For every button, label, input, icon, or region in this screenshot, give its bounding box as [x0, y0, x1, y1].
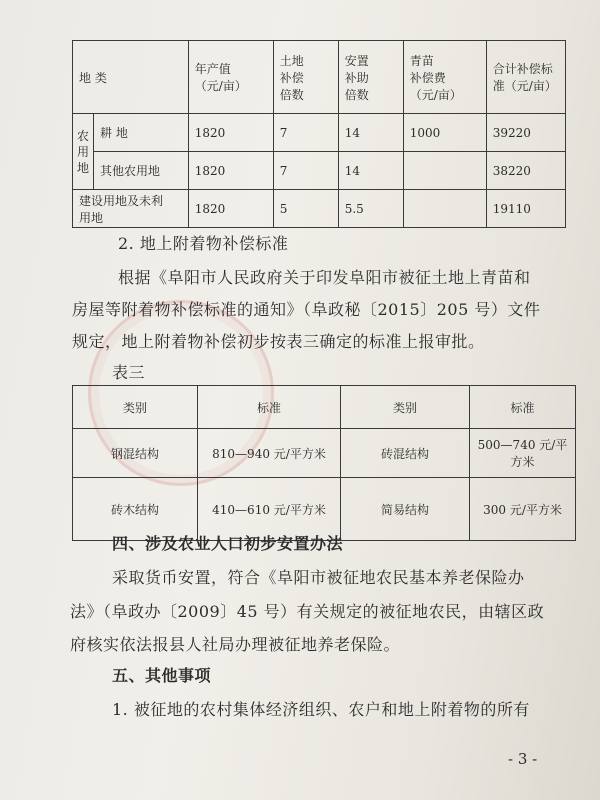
cell-total: 38220 [486, 152, 565, 190]
attachment-standard-table [72, 385, 576, 541]
cell-standard: 500—740 元/平方米 [470, 429, 576, 478]
cell-standard: 300 元/平方米 [470, 478, 576, 541]
paragraph-line: 采取货币安置，符合《阜阳市被征地农民基本养老保险办 [112, 568, 525, 587]
cell-annual: 1820 [188, 152, 273, 190]
paragraph-line: 规定，地上附着物补偿初步按表三确定的标准上报审批。 [72, 332, 485, 351]
header-land-compensation: 土地 补偿 倍数 [273, 41, 338, 114]
cell-total: 39220 [486, 114, 565, 152]
section-heading-4: 四、涉及农业人口初步安置办法 [112, 534, 344, 553]
header-land-type: 地 类 [73, 41, 189, 114]
table-caption: 表三 [112, 363, 146, 382]
cell-land: 5 [273, 190, 338, 228]
cell-category: 简易结构 [341, 478, 470, 541]
cell-type: 其他农用地 [94, 152, 189, 190]
subsection-heading: 2. 地上附着物补偿标准 [118, 234, 289, 253]
cell-crops: 1000 [403, 114, 486, 152]
header-resettlement: 安置 补助 倍数 [338, 41, 403, 114]
header-category: 类别 [73, 386, 198, 429]
header-category: 类别 [341, 386, 470, 429]
header-standard: 标准 [470, 386, 576, 429]
cell-type: 耕 地 [94, 114, 189, 152]
section-heading-5: 五、其他事项 [112, 666, 212, 685]
cell-crops [403, 190, 486, 228]
cell-total: 19110 [486, 190, 565, 228]
cell-type: 建设用地及未利 用地 [73, 190, 189, 228]
cell-land: 7 [273, 114, 338, 152]
cell-land: 7 [273, 152, 338, 190]
cell-standard: 810—940 元/平方米 [198, 429, 341, 478]
paragraph-line: 根据《阜阳市人民政府关于印发阜阳市被征土地上青苗和 [118, 268, 531, 287]
cell-resettle: 14 [338, 152, 403, 190]
cell-annual: 1820 [188, 114, 273, 152]
cell-category: 钢混结构 [73, 429, 198, 478]
compensation-standard-table [72, 40, 566, 228]
cell-annual: 1820 [188, 190, 273, 228]
header-annual-value: 年产值 （元/亩） [188, 41, 273, 114]
group-label-agricultural: 农 用 地 [73, 114, 94, 190]
cell-category: 砖木结构 [73, 478, 198, 541]
paragraph-line: 法》（阜政办〔2009〕45 号）有关规定的被征地农民，由辖区政 [70, 602, 545, 621]
paragraph-line: 1. 被征地的农村集体经济组织、农户和地上附着物的所有 [112, 700, 530, 719]
cell-resettle: 5.5 [338, 190, 403, 228]
header-standard: 标准 [198, 386, 341, 429]
header-crop-compensation: 青苗 补偿费 （元/亩） [403, 41, 486, 114]
cell-category: 砖混结构 [341, 429, 470, 478]
cell-crops [403, 152, 486, 190]
cell-resettle: 14 [338, 114, 403, 152]
paragraph-line: 府核实依法报县人社局办理被征地养老保险。 [70, 635, 401, 654]
header-total: 合计补偿标 准（元/亩） [486, 41, 565, 114]
paragraph-line: 房屋等附着物补偿标准的通知》（阜政秘〔2015〕205 号）文件 [72, 300, 541, 319]
cell-standard: 410—610 元/平方米 [198, 478, 341, 541]
page-number: - 3 - [508, 750, 538, 768]
